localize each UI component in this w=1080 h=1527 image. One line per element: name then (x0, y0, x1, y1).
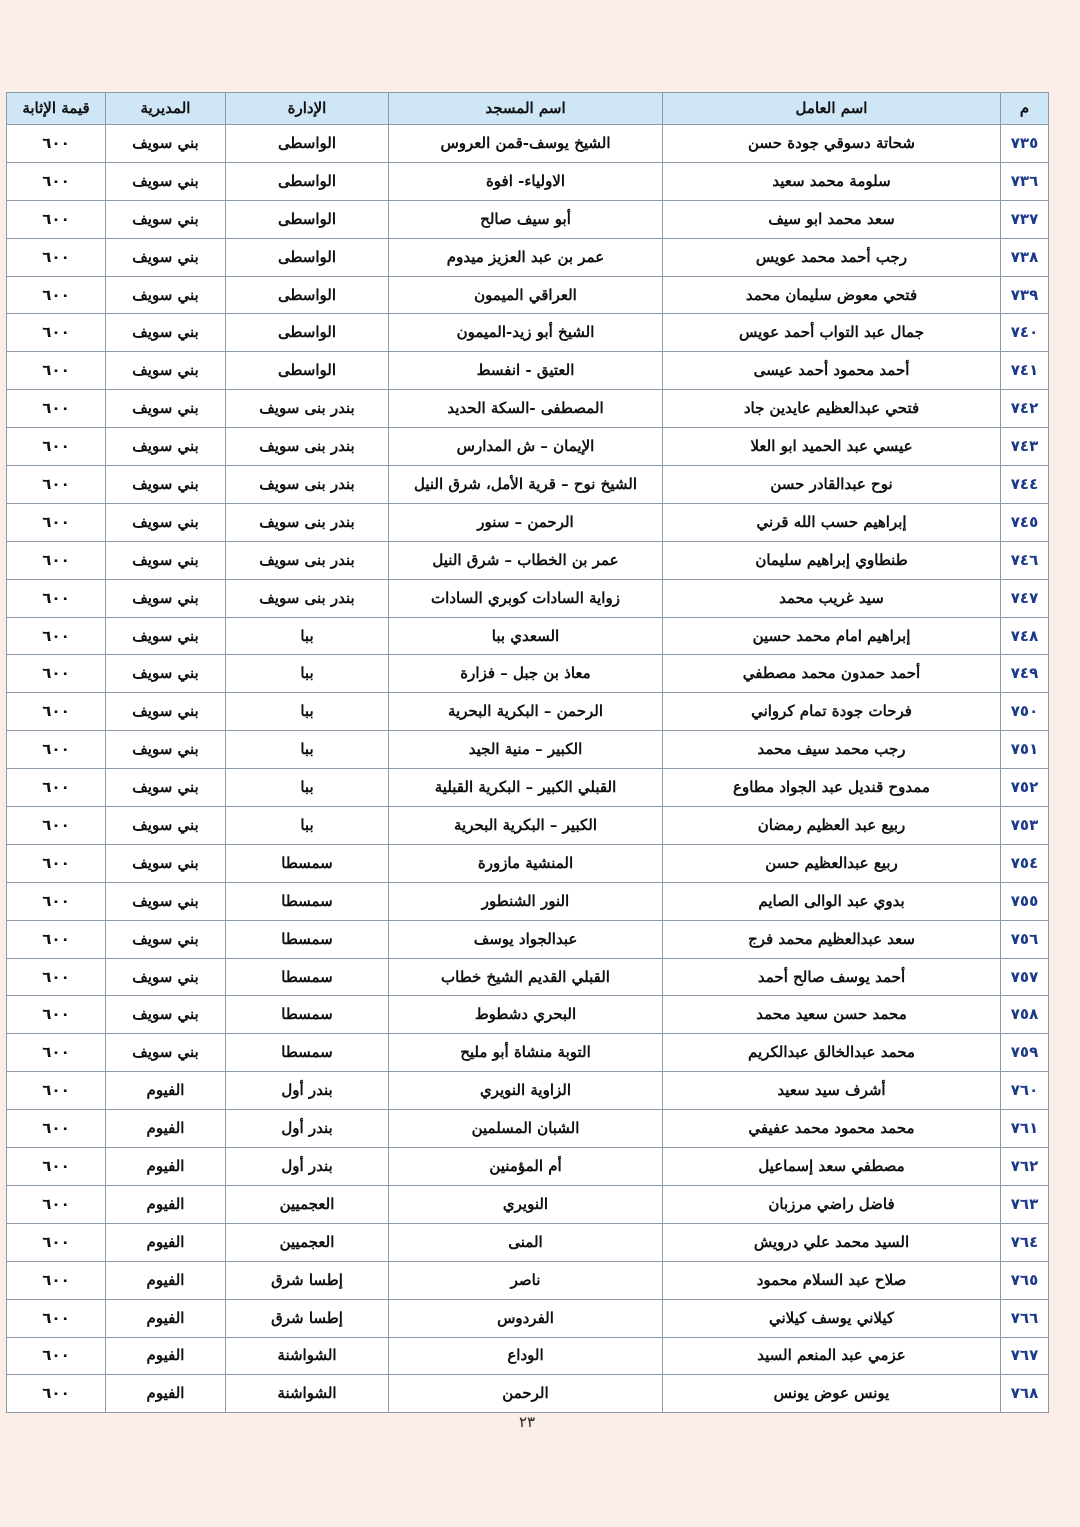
cell-number: ٧٣٩ (1001, 276, 1049, 314)
cell-number: ٧٦٣ (1001, 1185, 1049, 1223)
cell-number: ٧٦٤ (1001, 1223, 1049, 1261)
cell-directorate: بني سويف (106, 579, 226, 617)
table-row (7, 769, 1049, 807)
table-row (7, 314, 1049, 352)
cell-mosque-name: الاولياء- افوة (389, 162, 663, 200)
cell-administration: بندر بنى سويف (226, 541, 389, 579)
header-row (7, 93, 1049, 125)
cell-mosque-name: العراقي الميمون (389, 276, 663, 314)
cell-reward-value: ٦٠٠ (7, 1110, 106, 1148)
table-row (7, 1261, 1049, 1299)
table-header (7, 93, 1049, 125)
cell-directorate: بني سويف (106, 617, 226, 655)
cell-worker-name: سلومة محمد سعيد (663, 162, 1001, 200)
header-directorate: المديرية (106, 93, 226, 125)
cell-worker-name: رجب محمد سيف محمد (663, 731, 1001, 769)
cell-reward-value: ٦٠٠ (7, 1375, 106, 1413)
cell-mosque-name: النويري (389, 1185, 663, 1223)
table-row (7, 844, 1049, 882)
cell-number: ٧٥٧ (1001, 958, 1049, 996)
cell-number: ٧٤٧ (1001, 579, 1049, 617)
cell-administration: سمسطا (226, 844, 389, 882)
cell-directorate: الفيوم (106, 1223, 226, 1261)
cell-reward-value: ٦٠٠ (7, 1261, 106, 1299)
cell-worker-name: صلاح عبد السلام محمود (663, 1261, 1001, 1299)
cell-mosque-name: الفردوس (389, 1299, 663, 1337)
table-row (7, 731, 1049, 769)
cell-worker-name: محمد محمود محمد عفيفي (663, 1110, 1001, 1148)
cell-number: ٧٥٦ (1001, 920, 1049, 958)
cell-worker-name: فتحي معوض سليمان محمد (663, 276, 1001, 314)
cell-worker-name: سيد غريب محمد (663, 579, 1001, 617)
cell-number: ٧٦٧ (1001, 1337, 1049, 1375)
cell-directorate: بني سويف (106, 882, 226, 920)
cell-worker-name: فرحات جودة تمام كرواني (663, 693, 1001, 731)
cell-mosque-name: المصطفى -السكة الحديد (389, 390, 663, 428)
cell-worker-name: إبراهيم امام محمد حسين (663, 617, 1001, 655)
cell-reward-value: ٦٠٠ (7, 807, 106, 845)
cell-worker-name: يونس عوض يونس (663, 1375, 1001, 1413)
table-row (7, 579, 1049, 617)
cell-administration: ببا (226, 807, 389, 845)
cell-worker-name: أحمد يوسف صالح أحمد (663, 958, 1001, 996)
cell-directorate: الفيوم (106, 1110, 226, 1148)
cell-reward-value: ٦٠٠ (7, 428, 106, 466)
cell-mosque-name: عبدالجواد يوسف (389, 920, 663, 958)
cell-mosque-name: معاذ بن جبل – فزارة (389, 655, 663, 693)
cell-number: ٧٤٦ (1001, 541, 1049, 579)
table-row (7, 125, 1049, 163)
cell-reward-value: ٦٠٠ (7, 352, 106, 390)
cell-administration: سمسطا (226, 1034, 389, 1072)
table-row (7, 1185, 1049, 1223)
cell-directorate: بني سويف (106, 466, 226, 504)
cell-administration: بندر أول (226, 1110, 389, 1148)
cell-reward-value: ٦٠٠ (7, 390, 106, 428)
cell-administration: ببا (226, 655, 389, 693)
cell-worker-name: ممدوح قنديل عبد الجواد مطاوع (663, 769, 1001, 807)
cell-mosque-name: النور الشنطور (389, 882, 663, 920)
cell-administration: بندر بنى سويف (226, 503, 389, 541)
cell-directorate: بني سويف (106, 844, 226, 882)
cell-mosque-name: الوداع (389, 1337, 663, 1375)
cell-reward-value: ٦٠٠ (7, 693, 106, 731)
cell-mosque-name: الشيخ يوسف-قمن العروس (389, 125, 663, 163)
cell-reward-value: ٦٠٠ (7, 655, 106, 693)
cell-reward-value: ٦٠٠ (7, 541, 106, 579)
cell-number: ٧٣٨ (1001, 238, 1049, 276)
cell-mosque-name: الإيمان – ش المدارس (389, 428, 663, 466)
table-row (7, 996, 1049, 1034)
cell-mosque-name: الشيخ أبو زيد-الميمون (389, 314, 663, 352)
reward-table (6, 92, 1049, 1413)
cell-administration: بندر أول (226, 1072, 389, 1110)
cell-worker-name: السيد محمد علي درويش (663, 1223, 1001, 1261)
table-row (7, 1375, 1049, 1413)
cell-directorate: بني سويف (106, 731, 226, 769)
cell-mosque-name: زواية السادات كوبري السادات (389, 579, 663, 617)
cell-administration: بندر أول (226, 1148, 389, 1186)
header-administration: الإدارة (226, 93, 389, 125)
cell-reward-value: ٦٠٠ (7, 1185, 106, 1223)
cell-administration: العجميين (226, 1223, 389, 1261)
cell-number: ٧٤١ (1001, 352, 1049, 390)
cell-directorate: بني سويف (106, 503, 226, 541)
cell-mosque-name: المنى (389, 1223, 663, 1261)
cell-mosque-name: العتيق - انفسط (389, 352, 663, 390)
cell-worker-name: رجب أحمد محمد عويس (663, 238, 1001, 276)
cell-directorate: بني سويف (106, 162, 226, 200)
cell-number: ٧٣٦ (1001, 162, 1049, 200)
table-row (7, 503, 1049, 541)
header-worker-name: اسم العامل (663, 93, 1001, 125)
cell-worker-name: شحاتة دسوقي جودة حسن (663, 125, 1001, 163)
table-row (7, 882, 1049, 920)
cell-reward-value: ٦٠٠ (7, 238, 106, 276)
cell-administration: سمسطا (226, 920, 389, 958)
cell-number: ٧٦٢ (1001, 1148, 1049, 1186)
cell-mosque-name: أبو سيف صالح (389, 200, 663, 238)
cell-number: ٧٦٨ (1001, 1375, 1049, 1413)
cell-administration: بندر بنى سويف (226, 428, 389, 466)
cell-number: ٧٤٩ (1001, 655, 1049, 693)
cell-reward-value: ٦٠٠ (7, 1148, 106, 1186)
cell-mosque-name: البحري دشطوط (389, 996, 663, 1034)
cell-mosque-name: الكبير – منية الجيد (389, 731, 663, 769)
cell-reward-value: ٦٠٠ (7, 200, 106, 238)
cell-reward-value: ٦٠٠ (7, 617, 106, 655)
cell-reward-value: ٦٠٠ (7, 882, 106, 920)
cell-reward-value: ٦٠٠ (7, 731, 106, 769)
cell-worker-name: ربيع عبد العظيم رمضان (663, 807, 1001, 845)
cell-reward-value: ٦٠٠ (7, 276, 106, 314)
cell-mosque-name: الشبان المسلمين (389, 1110, 663, 1148)
cell-worker-name: فاضل راضي مرزبان (663, 1185, 1001, 1223)
cell-administration: سمسطا (226, 996, 389, 1034)
table-row (7, 1337, 1049, 1375)
cell-administration: الواسطى (226, 162, 389, 200)
table-row (7, 162, 1049, 200)
cell-administration: الشواشنة (226, 1375, 389, 1413)
cell-mosque-name: السعدي ببا (389, 617, 663, 655)
cell-number: ٧٥٥ (1001, 882, 1049, 920)
cell-directorate: الفيوم (106, 1337, 226, 1375)
cell-worker-name: مصطفي سعد إسماعيل (663, 1148, 1001, 1186)
cell-reward-value: ٦٠٠ (7, 1072, 106, 1110)
cell-mosque-name: الشيخ نوح – قرية الأمل، شرق النيل (389, 466, 663, 504)
cell-number: ٧٣٧ (1001, 200, 1049, 238)
table-row (7, 352, 1049, 390)
cell-number: ٧٤٤ (1001, 466, 1049, 504)
cell-mosque-name: ناصر (389, 1261, 663, 1299)
cell-directorate: بني سويف (106, 769, 226, 807)
cell-administration: الشواشنة (226, 1337, 389, 1375)
cell-administration: الواسطى (226, 125, 389, 163)
table-row (7, 807, 1049, 845)
table-row (7, 200, 1049, 238)
page-number: ٢٣ (518, 1413, 536, 1431)
cell-directorate: الفيوم (106, 1072, 226, 1110)
cell-administration: بندر بنى سويف (226, 390, 389, 428)
cell-number: ٧٤٠ (1001, 314, 1049, 352)
cell-worker-name: جمال عبد التواب أحمد عويس (663, 314, 1001, 352)
cell-administration: بندر بنى سويف (226, 579, 389, 617)
cell-number: ٧٥١ (1001, 731, 1049, 769)
table-row (7, 1223, 1049, 1261)
cell-directorate: الفيوم (106, 1148, 226, 1186)
cell-number: ٧٣٥ (1001, 125, 1049, 163)
cell-mosque-name: التوبة منشاة أبو مليح (389, 1034, 663, 1072)
cell-reward-value: ٦٠٠ (7, 1034, 106, 1072)
cell-mosque-name: الكبير – البكرية البحرية (389, 807, 663, 845)
cell-worker-name: إبراهيم حسب الله قرني (663, 503, 1001, 541)
cell-number: ٧٤٢ (1001, 390, 1049, 428)
cell-number: ٧٦٠ (1001, 1072, 1049, 1110)
cell-directorate: بني سويف (106, 352, 226, 390)
cell-worker-name: ربيع عبدالعظيم حسن (663, 844, 1001, 882)
table-row (7, 1072, 1049, 1110)
cell-worker-name: نوح عبدالقادر حسن (663, 466, 1001, 504)
header-number: م (1001, 93, 1049, 125)
cell-administration: ببا (226, 731, 389, 769)
cell-administration: ببا (226, 769, 389, 807)
cell-mosque-name: المنشية مازورة (389, 844, 663, 882)
cell-directorate: الفيوم (106, 1185, 226, 1223)
cell-directorate: بني سويف (106, 276, 226, 314)
cell-directorate: بني سويف (106, 996, 226, 1034)
cell-number: ٧٥٨ (1001, 996, 1049, 1034)
cell-administration: بندر بنى سويف (226, 466, 389, 504)
cell-number: ٧٥٠ (1001, 693, 1049, 731)
cell-directorate: الفيوم (106, 1375, 226, 1413)
cell-reward-value: ٦٠٠ (7, 1223, 106, 1261)
cell-worker-name: عزمي عبد المنعم السيد (663, 1337, 1001, 1375)
cell-mosque-name: الزاوية النويري (389, 1072, 663, 1110)
cell-directorate: بني سويف (106, 541, 226, 579)
cell-reward-value: ٦٠٠ (7, 579, 106, 617)
cell-mosque-name: القبلي الكبير – البكرية القبلية (389, 769, 663, 807)
cell-administration: الواسطى (226, 238, 389, 276)
cell-administration: الواسطى (226, 200, 389, 238)
cell-worker-name: أشرف سيد سعيد (663, 1072, 1001, 1110)
table-row (7, 1299, 1049, 1337)
cell-directorate: بني سويف (106, 125, 226, 163)
cell-directorate: بني سويف (106, 390, 226, 428)
cell-administration: العجميين (226, 1185, 389, 1223)
header-reward-value: قيمة الإثابة (7, 93, 106, 125)
table-body (7, 125, 1049, 1413)
table-row (7, 617, 1049, 655)
table-row (7, 1148, 1049, 1186)
cell-directorate: بني سويف (106, 807, 226, 845)
cell-worker-name: فتحي عبدالعظيم عايدين جاد (663, 390, 1001, 428)
cell-administration: الواسطى (226, 352, 389, 390)
cell-mosque-name: الرحمن – سنور (389, 503, 663, 541)
cell-directorate: بني سويف (106, 200, 226, 238)
cell-directorate: بني سويف (106, 428, 226, 466)
cell-mosque-name: الرحمن (389, 1375, 663, 1413)
cell-worker-name: بدوي عبد الوالى الصايم (663, 882, 1001, 920)
cell-mosque-name: عمر بن الخطاب – شرق النيل (389, 541, 663, 579)
cell-number: ٧٤٨ (1001, 617, 1049, 655)
table-row (7, 958, 1049, 996)
cell-worker-name: سعد محمد ابو سيف (663, 200, 1001, 238)
cell-administration: الواسطى (226, 276, 389, 314)
cell-directorate: الفيوم (106, 1299, 226, 1337)
cell-number: ٧٥٣ (1001, 807, 1049, 845)
cell-directorate: بني سويف (106, 958, 226, 996)
cell-directorate: بني سويف (106, 693, 226, 731)
cell-administration: سمسطا (226, 882, 389, 920)
cell-number: ٧٥٤ (1001, 844, 1049, 882)
table-row (7, 466, 1049, 504)
cell-worker-name: أحمد محمود أحمد عيسى (663, 352, 1001, 390)
cell-reward-value: ٦٠٠ (7, 1337, 106, 1375)
cell-number: ٧٤٣ (1001, 428, 1049, 466)
table-row (7, 276, 1049, 314)
cell-mosque-name: القبلي القديم الشيخ خطاب (389, 958, 663, 996)
cell-reward-value: ٦٠٠ (7, 920, 106, 958)
cell-administration: ببا (226, 617, 389, 655)
cell-administration: إطسا شرق (226, 1261, 389, 1299)
cell-reward-value: ٦٠٠ (7, 958, 106, 996)
table-row (7, 693, 1049, 731)
table-row (7, 541, 1049, 579)
cell-administration: سمسطا (226, 958, 389, 996)
table-row (7, 1110, 1049, 1148)
header-mosque-name: اسم المسجد (389, 93, 663, 125)
cell-administration: الواسطى (226, 314, 389, 352)
table-row (7, 390, 1049, 428)
cell-directorate: بني سويف (106, 1034, 226, 1072)
cell-reward-value: ٦٠٠ (7, 769, 106, 807)
cell-number: ٧٤٥ (1001, 503, 1049, 541)
cell-reward-value: ٦٠٠ (7, 466, 106, 504)
cell-administration: ببا (226, 693, 389, 731)
cell-number: ٧٥٢ (1001, 769, 1049, 807)
cell-reward-value: ٦٠٠ (7, 1299, 106, 1337)
table-row (7, 1034, 1049, 1072)
table-row (7, 655, 1049, 693)
cell-number: ٧٦٦ (1001, 1299, 1049, 1337)
cell-worker-name: محمد عبدالخالق عبدالكريم (663, 1034, 1001, 1072)
cell-worker-name: أحمد حمدون محمد مصطفي (663, 655, 1001, 693)
cell-directorate: بني سويف (106, 655, 226, 693)
cell-worker-name: طنطاوي إبراهيم سليمان (663, 541, 1001, 579)
table-row (7, 428, 1049, 466)
cell-reward-value: ٦٠٠ (7, 844, 106, 882)
cell-directorate: بني سويف (106, 238, 226, 276)
cell-mosque-name: عمر بن عبد العزيز ميدوم (389, 238, 663, 276)
cell-mosque-name: أم المؤمنين (389, 1148, 663, 1186)
cell-number: ٧٦١ (1001, 1110, 1049, 1148)
cell-worker-name: عيسي عبد الحميد ابو العلا (663, 428, 1001, 466)
cell-administration: إطسا شرق (226, 1299, 389, 1337)
cell-reward-value: ٦٠٠ (7, 162, 106, 200)
cell-number: ٧٦٥ (1001, 1261, 1049, 1299)
cell-directorate: بني سويف (106, 920, 226, 958)
cell-reward-value: ٦٠٠ (7, 503, 106, 541)
cell-directorate: بني سويف (106, 314, 226, 352)
cell-reward-value: ٦٠٠ (7, 996, 106, 1034)
cell-mosque-name: الرحمن – البكرية البحرية (389, 693, 663, 731)
cell-number: ٧٥٩ (1001, 1034, 1049, 1072)
cell-reward-value: ٦٠٠ (7, 314, 106, 352)
cell-worker-name: سعد عبدالعظيم محمد فرج (663, 920, 1001, 958)
cell-directorate: الفيوم (106, 1261, 226, 1299)
cell-worker-name: كيلاني يوسف كيلاني (663, 1299, 1001, 1337)
table-row (7, 920, 1049, 958)
cell-reward-value: ٦٠٠ (7, 125, 106, 163)
cell-worker-name: محمد حسن سعيد محمد (663, 996, 1001, 1034)
table-row (7, 238, 1049, 276)
